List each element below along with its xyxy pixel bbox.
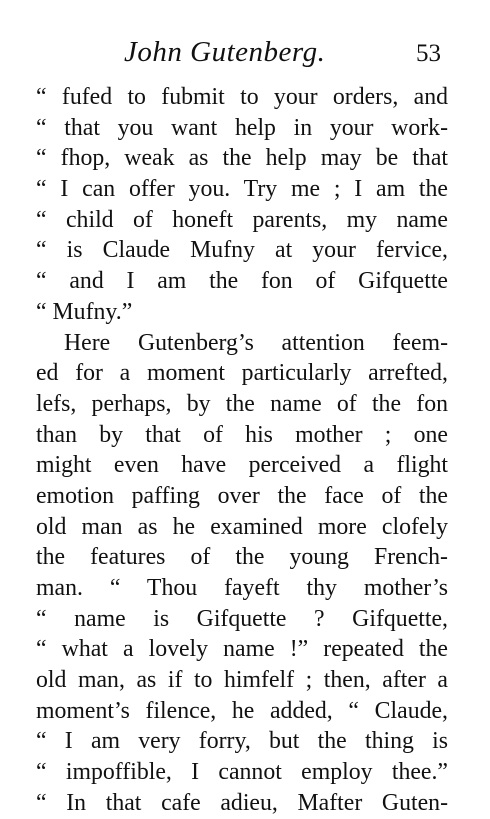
text-line: “ fhop, weak as the help may be that [36, 145, 448, 172]
text-line: emotion paffing over the face of the [36, 482, 448, 509]
text-line: “ I can offer you. Try me ; I am the [36, 176, 448, 203]
text-line: than by that of his mother ; one [36, 421, 448, 448]
text-line: “ child of honeft parents, my name [36, 206, 448, 233]
text-line: “ name is Gifquette ? Gifquette, [36, 605, 448, 632]
page-number: 53 [416, 40, 441, 67]
running-title: John Gutenberg. [124, 36, 326, 68]
body-text [36, 82, 448, 819]
running-head [0, 36, 490, 76]
text-line: ed for a moment particularly arrefted, [36, 360, 448, 387]
text-line: “ that you want help in your work- [36, 114, 448, 141]
text-line: “ what a lovely name !” repeated the [36, 636, 448, 663]
text-line: “ I am very forry, but the thing is [36, 728, 448, 755]
text-line: old man, as if to himfelf ; then, after a [36, 667, 448, 694]
text-line: “ impoffible, I cannot employ thee.” [36, 759, 448, 786]
text-line: “ and I am the fon of Gifquette [36, 268, 448, 295]
text-line: “ fufed to fubmit to your orders, and [36, 84, 448, 110]
text-line: might even have perceived a flight [36, 452, 448, 479]
text-line: man. “ Thou fayeft thy mother’s [36, 575, 448, 601]
text-line: moment’s filence, he added, “ Claude, [36, 697, 448, 724]
text-line: the features of the young French- [36, 544, 448, 571]
text-line: old man as he examined more clofely [36, 513, 448, 540]
text-line: Here Gutenberg’s attention feem- [64, 329, 448, 356]
text-line: lefs, perhaps, by the name of the fon [36, 390, 448, 417]
text-line: “ Mufny.” [36, 298, 133, 325]
text-line: “ is Claude Mufny at your fervice, [36, 237, 448, 264]
text-line: “ In that cafe adieu, Mafter Guten- [36, 789, 448, 816]
